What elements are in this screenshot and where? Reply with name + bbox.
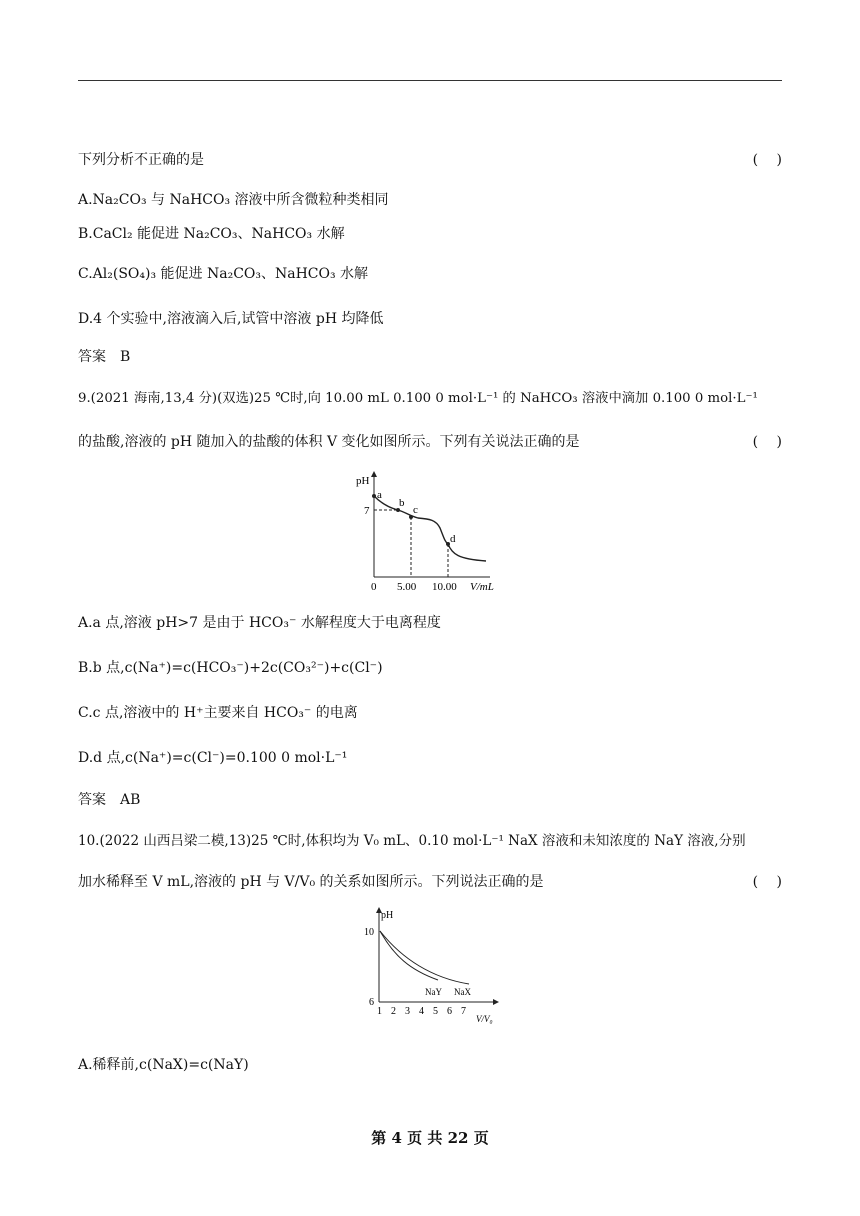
q9-option-d: D.d 点,c(Na⁺)=c(Cl⁻)=0.100 0 mol·L⁻¹: [78, 750, 348, 766]
point-a-label: a: [377, 489, 382, 501]
q9-titration-chart: [350, 466, 510, 596]
x-tick-5: 5.00: [397, 581, 417, 593]
y-tick-label: 7: [364, 505, 370, 517]
point-a: [372, 494, 376, 498]
x-tick-2: 2: [391, 1006, 396, 1017]
x-tick-7: 7: [461, 1006, 466, 1017]
x-tick-0: 0: [371, 581, 377, 593]
q10-stem-line1: 10.(2022 山西吕梁二模,13)25 ℃时,体积均为 V₀ mL、0.10 mol·L⁻¹ NaX 溶液和未知浓度的 NaY 溶液,分别: [78, 833, 746, 849]
x-axis-label: V/V₀: [476, 1014, 493, 1024]
header-rule: [78, 80, 782, 81]
x-tick-3: 3: [405, 1006, 410, 1017]
q9-stem-line1: 9.(2021 海南,13,4 分)(双选)25 ℃时,向 10.00 mL 0.100 0 mol·L⁻¹ 的 NaHCO₃ 溶液中滴加 0.100 0 mol·L⁻¹: [78, 391, 758, 406]
x-tick-1: 1: [377, 1006, 382, 1017]
x-axis-label: V/mL: [470, 581, 494, 593]
x-tick-4: 4: [419, 1006, 424, 1017]
q8-option-d: D.4 个实验中,溶液滴入后,试管中溶液 pH 均降低: [78, 311, 384, 327]
q9-option-a: A.a 点,溶液 pH>7 是由于 HCO₃⁻ 水解程度大于电离程度: [78, 615, 441, 631]
y-axis-label: pH: [381, 910, 394, 921]
q10-dilution-chart: [362, 904, 512, 1036]
naY-label: NaY: [425, 987, 442, 997]
x-tick-5: 5: [433, 1006, 438, 1017]
q9-answer-bracket: ( ): [752, 434, 782, 450]
q9-option-b: B.b 点,c(Na⁺)=c(HCO₃⁻)+2c(CO₃²⁻)+c(Cl⁻): [78, 660, 383, 676]
point-c-label: c: [413, 504, 418, 516]
q9-answer: 答案 AB: [78, 792, 141, 808]
q8-option-c: C.Al₂(SO₄)₃ 能促进 Na₂CO₃、NaHCO₃ 水解: [78, 266, 369, 282]
titration-curve: [374, 496, 486, 561]
point-d-label: d: [450, 533, 456, 545]
q8-option-a: A.Na₂CO₃ 与 NaHCO₃ 溶液中所含微粒种类相同: [78, 192, 389, 208]
q10-stem-line2: 加水稀释至 V mL,溶液的 pH 与 V/V₀ 的关系如图所示。下列说法正确的是: [78, 874, 544, 890]
x-tick-10: 10.00: [432, 581, 457, 593]
q10-option-a: A.稀释前,c(NaX)=c(NaY): [78, 1057, 249, 1073]
naX-label: NaX: [454, 987, 471, 997]
point-b-label: b: [399, 497, 405, 509]
q8-stem: 下列分析不正确的是: [78, 152, 204, 168]
x-tick-6: 6: [447, 1006, 452, 1017]
naY-curve: [380, 931, 438, 980]
y-tick-6: 6: [369, 997, 374, 1008]
q8-option-b: B.CaCl₂ 能促进 Na₂CO₃、NaHCO₃ 水解: [78, 226, 345, 242]
q10-answer-bracket: ( ): [752, 874, 782, 890]
q8-answer: 答案 B: [78, 349, 131, 365]
q8-answer-bracket: ( ): [752, 152, 782, 168]
naX-curve: [380, 931, 469, 984]
q9-stem-line2: 的盐酸,溶液的 pH 随加入的盐酸的体积 V 变化如图所示。下列有关说法正确的是: [78, 434, 580, 450]
q9-option-c: C.c 点,溶液中的 H⁺主要来自 HCO₃⁻ 的电离: [78, 705, 358, 721]
page-footer: 第 4 页 共 22 页: [371, 1129, 489, 1147]
y-tick-10: 10: [364, 927, 374, 938]
y-axis-label: pH: [356, 475, 370, 487]
